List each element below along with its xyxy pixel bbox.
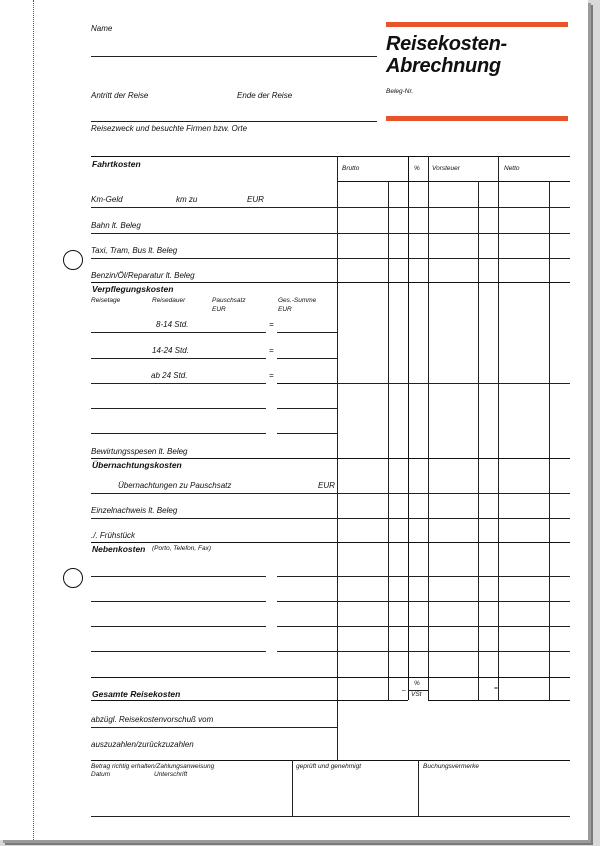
verpflegung-row1-equals: = (269, 320, 274, 329)
verpflegung-extra1-line[interactable] (91, 408, 266, 409)
column-header-rule (337, 181, 570, 182)
col-percent: % (414, 165, 420, 172)
nebenkosten-row1-desc[interactable] (91, 576, 266, 577)
punch-hole-bottom (63, 568, 83, 588)
km-zu-label: km zu (176, 195, 198, 204)
nebenkosten-row2-desc[interactable] (91, 601, 266, 602)
row-einzelnachweis[interactable] (91, 518, 570, 519)
gesamt-equals: = (494, 685, 498, 692)
col-gessumme: Ges.-Summe (278, 297, 317, 304)
benzin-label: Benzin/Öl/Reparatur lt. Beleg (91, 271, 195, 280)
antritt-label: Antritt der Reise (91, 91, 149, 100)
uebernachtung-eur-label: EUR (318, 481, 335, 490)
datum-label: Datum (91, 771, 111, 778)
km-geld-label: Km-Geld (91, 195, 123, 204)
nebenkosten-hint: (Porto, Telefon, Fax) (152, 545, 212, 552)
col-brutto: Brutto (342, 165, 360, 172)
nebenkosten-row4-desc[interactable] (91, 651, 266, 652)
verpflegung-extra1-sum[interactable] (277, 408, 337, 409)
geprueft-label: geprüft und genehmigt (296, 763, 362, 770)
zweck-label: Reisezweck und besuchte Firmen bzw. Orte (91, 124, 248, 133)
nebenkosten-row2-amount[interactable] (337, 601, 570, 602)
col-pauschsatz-unit: EUR (212, 306, 226, 313)
col-line-netto-left (498, 156, 499, 700)
verpflegung-extra2-sum[interactable] (277, 433, 337, 434)
unterschrift-label: Unterschrift (154, 771, 188, 778)
nebenkosten-row4-sum[interactable] (277, 651, 337, 652)
nebenkosten-row4-amount[interactable] (337, 651, 570, 652)
nebenkosten-row1-sum[interactable] (277, 576, 337, 577)
verpflegung-row3-label: ab 24 Std. (151, 371, 188, 380)
beleg-nr-label: Beleg-Nr. (386, 88, 414, 95)
verpflegung-bottom-rule (91, 458, 570, 459)
perforation-line (33, 0, 34, 840)
gesamt-minus: – (402, 687, 406, 694)
col-vorsteuer: Vorsteuer (432, 165, 460, 172)
verpflegung-row2-label: 14-24 Std. (152, 346, 189, 355)
gesamt-net-rule[interactable] (428, 700, 570, 701)
row-taxi[interactable] (91, 258, 570, 259)
uebernachtung-heading: Übernachtungskosten (92, 460, 182, 470)
title-line-2: Abrechnung (386, 55, 501, 77)
gesamt-percent: % (414, 680, 420, 687)
nebenkosten-row3-sum[interactable] (277, 626, 337, 627)
nebenkosten-row1-amount[interactable] (337, 576, 570, 577)
row-bahn[interactable] (91, 233, 570, 234)
accent-bar-top (386, 22, 568, 27)
vorschuss-label: abzügl. Reisekostenvorschuß vom (91, 715, 214, 724)
verpflegung-heading: Verpflegungskosten (92, 284, 174, 294)
auszuzahlen-rule[interactable] (91, 760, 570, 761)
punch-hole-top (63, 250, 83, 270)
gesamt-label: Gesamte Reisekosten (92, 689, 181, 699)
verpflegung-row1-line[interactable] (91, 332, 266, 333)
bahn-label: Bahn lt. Beleg (91, 221, 141, 230)
nebenkosten-row2-sum[interactable] (277, 601, 337, 602)
name-label: Name (91, 24, 113, 33)
accent-bar-bottom (386, 116, 568, 121)
fahrtkosten-bottom-rule (91, 282, 570, 283)
nebenkosten-row3-amount[interactable] (337, 626, 570, 627)
col-netto: Netto (504, 165, 520, 172)
auszuzahlen-label: auszuzahlen/zurückzuzahlen (91, 740, 194, 749)
footer-divider-2 (418, 760, 419, 816)
name-line[interactable] (91, 56, 377, 57)
nebenkosten-heading: Nebenkosten (92, 544, 146, 554)
fahrtkosten-heading: Fahrtkosten (92, 159, 141, 169)
uebernachtung-bottom-rule (91, 542, 570, 543)
verpflegung-row2-equals: = (269, 346, 274, 355)
einzelnachweis-label: Einzelnachweis lt. Beleg (91, 506, 178, 515)
col-line-vorsteuer-left (428, 156, 429, 700)
taxi-label: Taxi, Tram, Bus lt. Beleg (91, 246, 178, 255)
bewirtung-label: Bewirtungsspesen lt. Beleg (91, 447, 188, 456)
gesamt-vst: VSt (411, 691, 422, 698)
verpflegung-row1-sum[interactable] (277, 332, 337, 333)
gesamt-percent-divider (408, 690, 428, 691)
col-pauschsatz: Pauschsatz (212, 297, 246, 304)
fruehstueck-label: ./. Frühstück (91, 531, 136, 540)
row-uebernachtung-pauschsatz[interactable] (91, 493, 570, 494)
km-eur-label: EUR (247, 195, 264, 204)
verpflegung-row3-sum[interactable] (277, 383, 337, 384)
nebenkosten-bottom-rule (91, 677, 570, 678)
verpflegung-row3-line[interactable] (91, 383, 266, 384)
title-line-1: Reisekosten- (386, 33, 507, 55)
col-line-percent-left (408, 156, 409, 700)
footer-divider-1 (292, 760, 293, 816)
ende-label: Ende der Reise (237, 91, 293, 100)
col-gessumme-unit: EUR (278, 306, 292, 313)
verpflegung-row2-line[interactable] (91, 358, 266, 359)
reise-dates-line[interactable] (91, 121, 377, 122)
betrag-label: Betrag richtig erhalten/Zahlungsanweisung (91, 763, 215, 770)
vorschuss-line[interactable] (91, 727, 337, 728)
verpflegung-row3-equals: = (269, 371, 274, 380)
verpflegung-amount-line[interactable] (337, 383, 570, 384)
uebernachtung-pauschsatz-label: Übernachtungen zu Pauschsatz (118, 481, 232, 490)
buchung-label: Buchungsvermerke (423, 763, 479, 770)
gesamt-rule[interactable] (91, 700, 408, 701)
verpflegung-row2-sum[interactable] (277, 358, 337, 359)
nebenkosten-row3-desc[interactable] (91, 626, 266, 627)
footer-bottom-rule (91, 816, 570, 817)
row-km-geld[interactable] (91, 207, 570, 208)
col-reisetage: Reisetage (91, 297, 121, 304)
verpflegung-extra2-line[interactable] (91, 433, 266, 434)
verpflegung-row1-label: 8-14 Std. (156, 320, 189, 329)
col-reisedauer: Reisedauer (152, 297, 186, 304)
